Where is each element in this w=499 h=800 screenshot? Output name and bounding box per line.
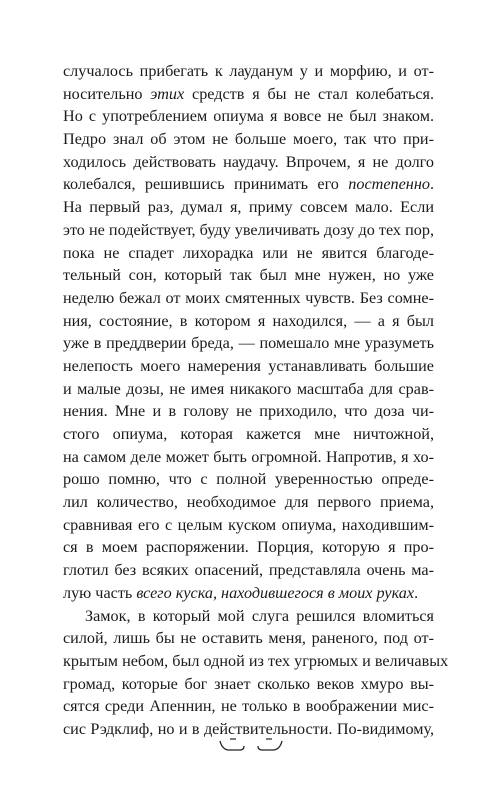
text-segment: глотил без всяких опасений, представляла очень ма- <box>63 561 434 580</box>
text-segment: Но с употреблением опиума я вовсе не был знаком. <box>63 107 434 126</box>
text-segment: ния, состояние, в котором я находился, — а я был <box>63 311 434 330</box>
text-segment: стого опиума, которая кажется мне ничтожной, <box>63 425 434 443</box>
text-line <box>63 423 434 446</box>
text-segment: громад, которые бог знает сколько веков хмуро вы- <box>63 674 434 693</box>
italic-segment: всего куска, находившегося в моих руках <box>136 583 415 602</box>
text-line <box>63 378 434 401</box>
text-line <box>63 400 434 423</box>
text-line <box>63 514 434 537</box>
italic-segment: этих <box>150 84 185 103</box>
text-segment: лил количество, необходимое для первого приема, <box>63 493 434 512</box>
text-line <box>63 468 434 491</box>
text-line <box>63 83 434 106</box>
text-line <box>63 446 434 469</box>
text-segment: сис Рэдклиф, но и в действительности. По-видимому, <box>63 719 434 738</box>
text-line <box>63 491 434 514</box>
text-segment: Замок, в который мой слуга решился вломиться <box>85 606 434 625</box>
text-line <box>63 264 434 287</box>
text-segment: случалось прибегать к лауданум у и морфию, и от- <box>63 62 434 80</box>
text-segment: крытым небом, был одной из тех угрюмых и величавых <box>63 651 449 670</box>
text-segment: рошо помню, что с полной уверенностью опреде- <box>63 470 434 489</box>
text-segment: сравнивая его с целым куском опиума, находившим- <box>63 515 434 534</box>
text-line <box>63 559 434 582</box>
text-line <box>63 242 434 265</box>
text-line <box>63 582 434 605</box>
text-line <box>63 219 434 242</box>
text-line <box>63 173 434 196</box>
text-segment: лую часть <box>63 583 137 602</box>
text-line <box>63 650 449 673</box>
text-line <box>63 673 434 696</box>
text-segment: . <box>414 583 419 602</box>
text-segment: на самом деле может быть огромной. Напротив, я хо- <box>63 447 434 466</box>
text-segment: силой, лишь бы не оставить меня, раненого, под от- <box>63 629 434 648</box>
text-line <box>63 287 434 310</box>
text-line <box>63 695 434 718</box>
text-segment: На первый раз, думал я, приму совсем мало. Если <box>63 198 434 217</box>
text-line <box>63 355 434 378</box>
text-segment: сятся среди Апеннин, не только в воображении мис- <box>63 697 434 716</box>
text-segment: это не подействует, буду увеличивать дозу до тех пор, <box>63 220 434 239</box>
text-segment: ходилось действовать наудачу. Впрочем, я не долго <box>63 152 434 171</box>
text-segment: нелепость моего намерения устанавливать большие <box>63 356 434 375</box>
text-segment: . <box>429 175 434 194</box>
text-segment: колебался, решившись принимать его <box>63 175 349 194</box>
text-line <box>63 151 434 174</box>
text-segment: и малые дозы, не имея никакого масштаба для срав- <box>63 379 434 398</box>
italic-segment: постепенно <box>348 175 430 194</box>
text-line <box>63 60 434 83</box>
body-text <box>63 60 449 741</box>
text-segment: уже в преддверии бреда, — помешало мне уразуметь <box>63 334 434 353</box>
text-line <box>63 627 434 650</box>
text-segment: носительно <box>63 84 151 103</box>
text-line <box>63 310 434 333</box>
text-line <box>63 128 434 151</box>
text-segment: средств я бы не стал колебаться. <box>184 84 434 103</box>
text-segment: нения. Мне и в голову не приходило, что доза чи- <box>63 402 434 421</box>
text-segment: пока не спадет лихорадка или не явится благоде- <box>63 243 434 262</box>
text-segment: тельный сон, который так был мне нужен, но уже <box>63 266 434 285</box>
text-line <box>63 196 434 219</box>
text-line <box>63 536 434 559</box>
text-segment: неделю бежал от моих смятенных чувств. Без сомне- <box>63 288 434 307</box>
text-line <box>63 105 434 128</box>
text-line <box>63 605 434 628</box>
text-segment: ся в моем распоряжении. Порция, которую я про- <box>63 538 434 557</box>
page-ornament-icon <box>218 737 284 753</box>
text-segment: Педро знал об этом не больше моего, так что при- <box>63 130 434 149</box>
text-line <box>63 332 434 355</box>
